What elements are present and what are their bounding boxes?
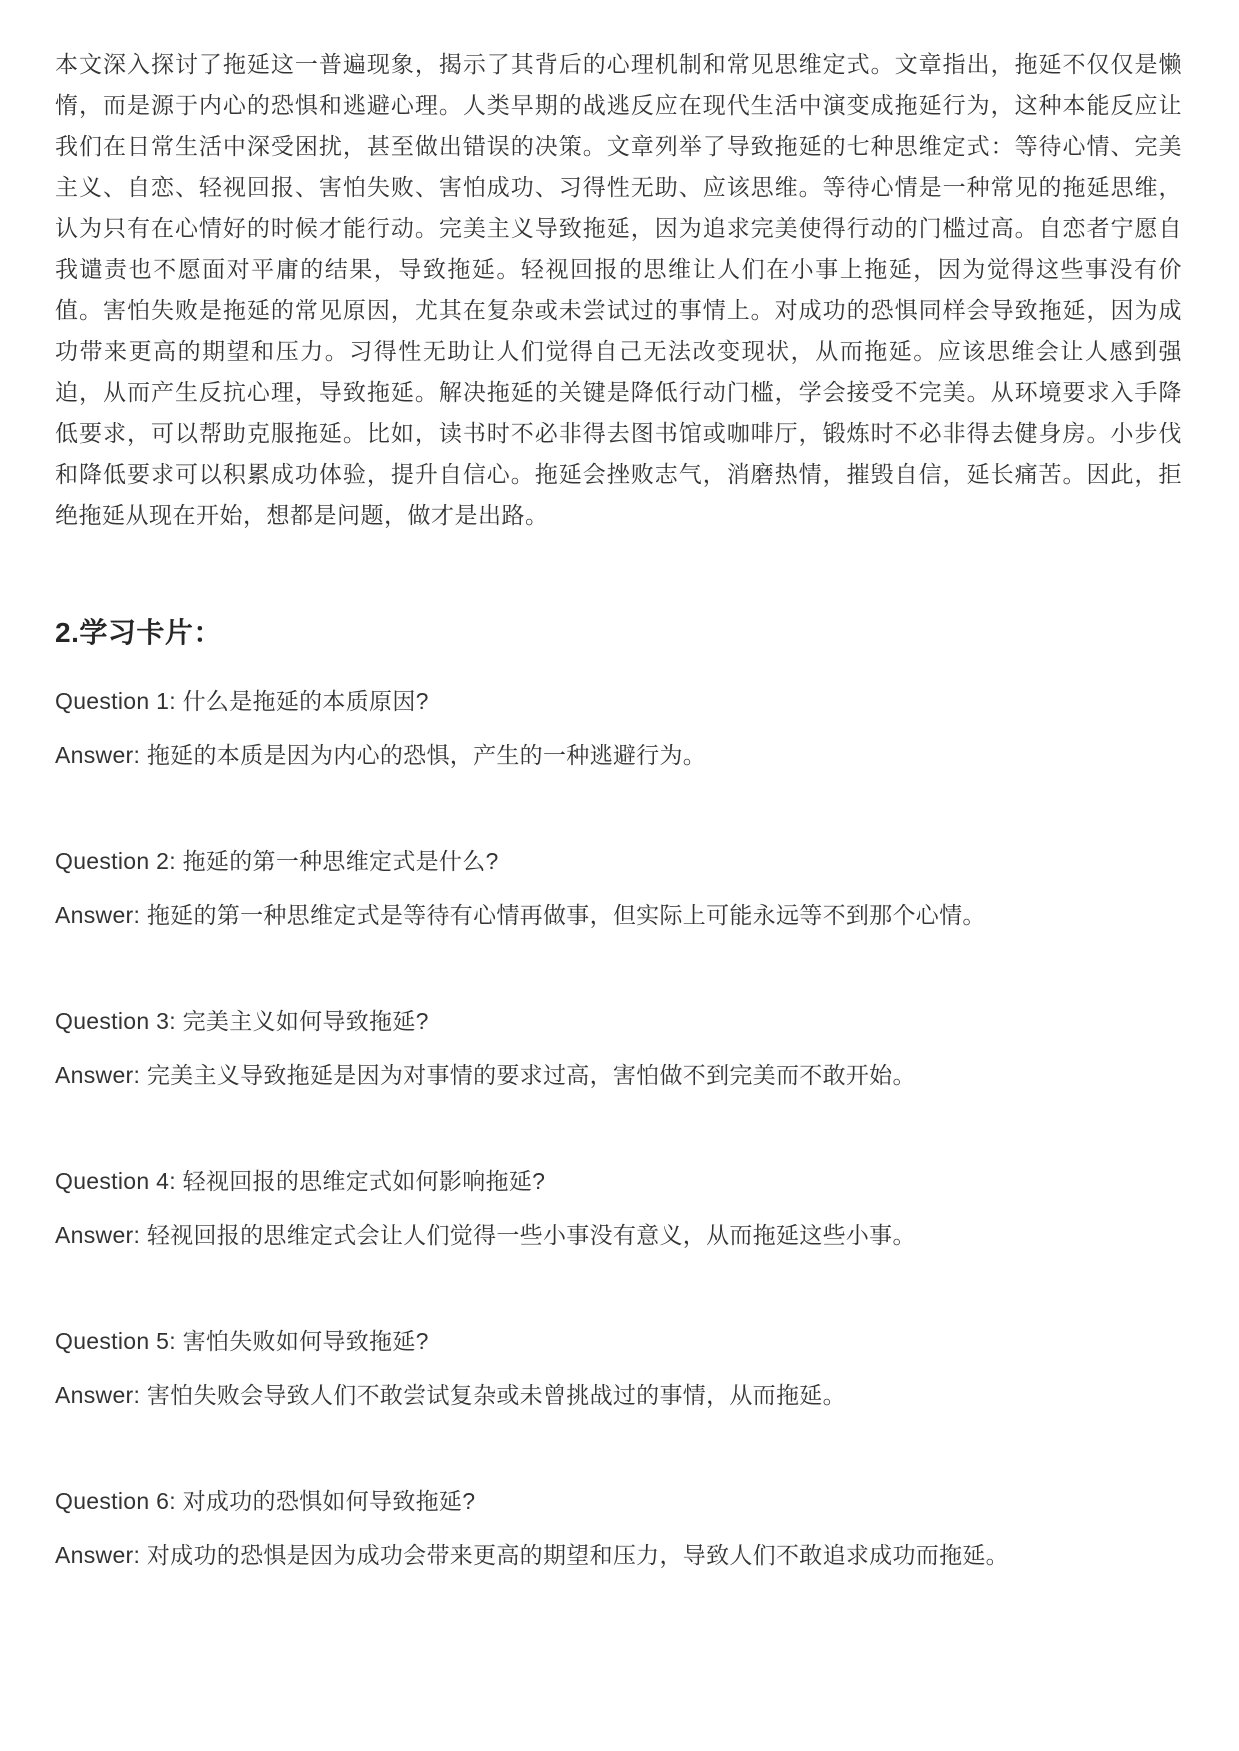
- question-text: Question 5: 害怕失败如何导致拖延?: [55, 1328, 429, 1354]
- question-text: Question 3: 完美主义如何导致拖延?: [55, 1008, 429, 1034]
- answer-text: Answer: 对成功的恐惧是因为成功会带来更高的期望和压力，导致人们不敢追求成功而拖延。: [55, 1542, 1009, 1568]
- flashcard: [55, 1321, 1182, 1416]
- summary-paragraph: 本文深入探讨了拖延这一普遍现象，揭示了其背后的心理机制和常见思维定式。文章指出，拖延不仅仅是懒惰，而是源于内心的恐惧和逃避心理。人类早期的战逃反应在现代生活中演变成拖延行为，这种本能反应让我们在日常生活中深受困扰，甚至做出错误的决策。文章列举了导致拖延的七种思维定式：等待心情、完美主义、自恋、轻视回报、害怕失败、害怕成功、习得性无助、应该思维。等待心情是一种常见的拖延思维，认为只有在心情好的时候才能行动。完美主义导致拖延，因为追求完美使得行动的门槛过高。自恋者宁愿自我谴责也不愿面对平庸的结果，导致拖延。轻视回报的思维让人们在小事上拖延，因为觉得这些事没有价值。害怕失败是拖延的常见原因，尤其在复杂或未尝试过的事情上。对成功的恐惧同样会导致拖延，因为成功带来更高的期望和压力。习得性无助让人们觉得自己无法改变现状，从而拖延。应该思维会让人感到强迫，从而产生反抗心理，导致拖延。解决拖延的关键是降低行动门槛，学会接受不完美。从环境要求入手降低要求，可以帮助克服拖延。比如，读书时不必非得去图书馆或咖啡厅，锻炼时不必非得去健身房。小步伐和降低要求可以积累成功体验，提升自信心。拖延会挫败志气，消磨热情，摧毁自信，延长痛苦。因此，拒绝拖延从现在开始，想都是问题，做才是出路。: [55, 51, 1182, 528]
- answer-text: Answer: 拖延的本质是因为内心的恐惧，产生的一种逃避行为。: [55, 742, 707, 768]
- question-text: Question 2: 拖延的第一种思维定式是什么?: [55, 848, 499, 874]
- flashcard: [55, 1001, 1182, 1096]
- answer-text: Answer: 完美主义导致拖延是因为对事情的要求过高，害怕做不到完美而不敢开始。: [55, 1062, 916, 1088]
- flashcard: [55, 1161, 1182, 1256]
- flashcards-list: [55, 681, 1182, 1576]
- flashcard: [55, 681, 1182, 776]
- answer-text: Answer: 拖延的第一种思维定式是等待有心情再做事，但实际上可能永远等不到那个心情。: [55, 902, 986, 928]
- answer-text: Answer: 轻视回报的思维定式会让人们觉得一些小事没有意义，从而拖延这些小事。: [55, 1222, 916, 1248]
- question-text: Question 4: 轻视回报的思维定式如何影响拖延?: [55, 1168, 546, 1194]
- question-text: Question 1: 什么是拖延的本质原因?: [55, 688, 429, 714]
- section-heading: 2.学习卡片：: [55, 617, 222, 648]
- flashcard: [55, 841, 1182, 936]
- flashcard: [55, 1481, 1182, 1576]
- question-text: Question 6: 对成功的恐惧如何导致拖延?: [55, 1488, 476, 1514]
- answer-text: Answer: 害怕失败会导致人们不敢尝试复杂或未曾挑战过的事情，从而拖延。: [55, 1382, 846, 1408]
